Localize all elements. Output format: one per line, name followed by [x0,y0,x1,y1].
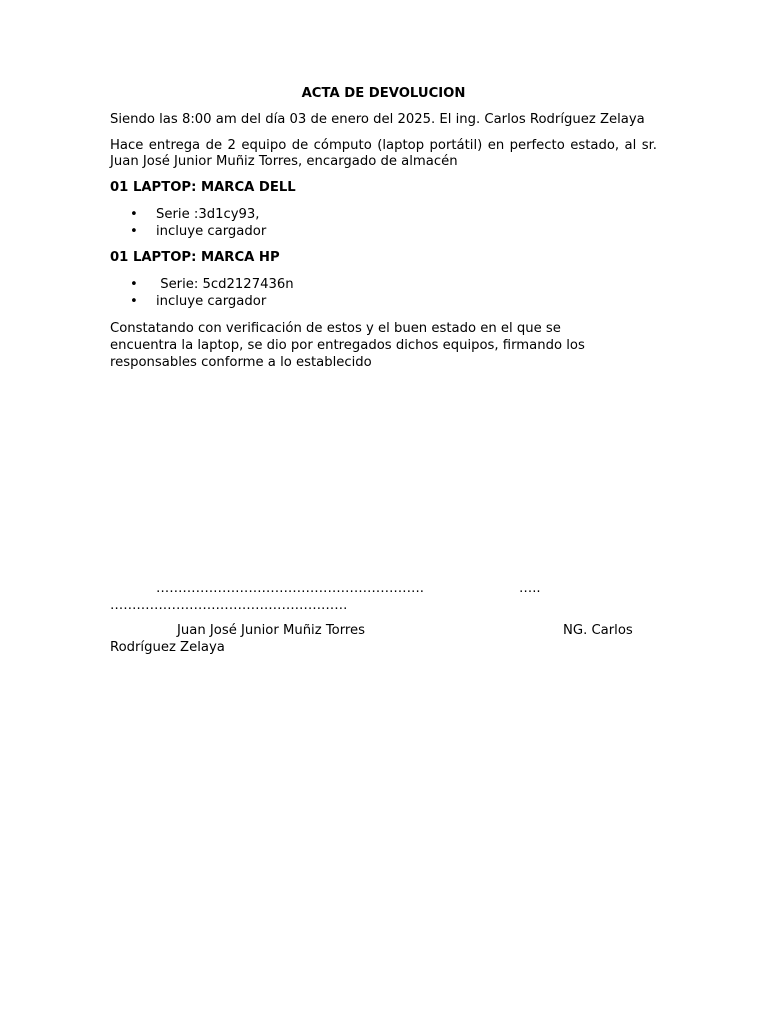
document-title: ACTA DE DEVOLUCION [301,86,466,101]
laptop-dell-serial: Serie :3d1cy93, [156,207,260,222]
laptop-hp-serial: Serie: 5cd2127436n [156,277,294,292]
delivery-paragraph: Hace entrega de 2 equipo de cómputo (laptop portátil) en perfecto estado, al sr. Juan José Junior Muñiz Torres, encargado de almacén [110,138,657,169]
laptop-hp-charger: incluye cargador [156,294,267,309]
signatory-giver-name-continued: Rodríguez Zelaya [110,640,225,655]
bullet-icon: • [130,224,138,239]
laptop-dell-charger: incluye cargador [156,224,267,239]
conclusion-paragraph: Constatando con verificación de estos y el buen estado en el que se encuentra la laptop, se dio por entregados dichos equipos, firmando los responsables conforme a lo establecido [110,321,585,370]
bullet-icon: • [130,207,138,222]
bullet-icon: • [130,294,138,309]
bullet-icon: • [130,277,138,292]
laptop-hp-heading: 01 LAPTOP: MARCA HP [110,250,280,265]
signatory-giver-name: NG. Carlos [563,623,633,638]
signatory-receiver-name: Juan José Junior Muñiz Torres [177,623,366,638]
intro-paragraph: Siendo las 8:00 am del día 03 de enero del 2025. El ing. Carlos Rodríguez Zelaya [110,112,645,127]
signature-line-receiver: ……………………………………………………. [156,581,424,596]
signature-line-giver-continued: ……………………………………………… [110,598,348,613]
signature-block [110,0,670,1024]
laptop-dell-heading: 01 LAPTOP: MARCA DELL [110,180,296,195]
signature-line-giver: ….. [519,581,541,596]
